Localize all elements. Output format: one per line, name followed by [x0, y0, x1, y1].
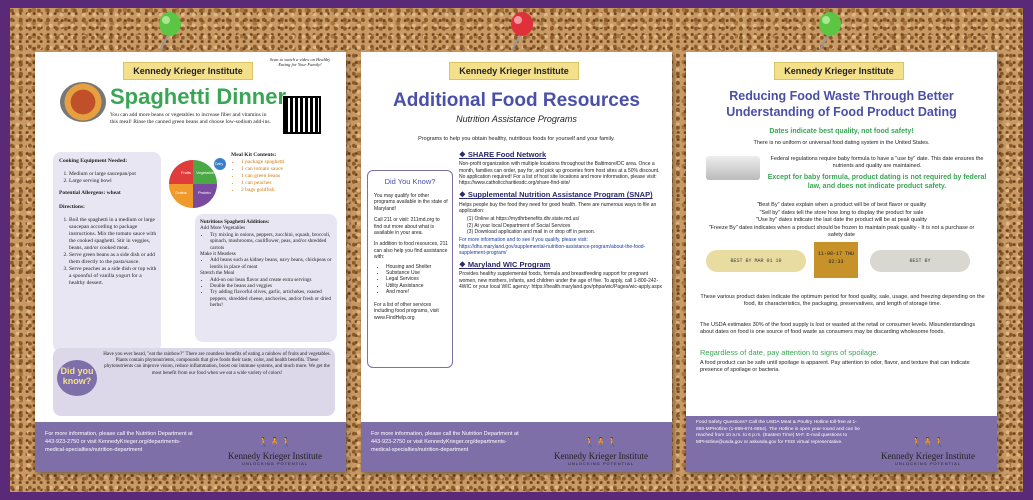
term-best-by: "Best By" dates explain when a product will be of best flavor or quality	[756, 202, 927, 208]
list-item: • 1 can peaches	[241, 180, 335, 187]
page-title: Reducing Food Waste Through Better Understanding of Food Product Dating	[726, 89, 957, 119]
list-item: • Housing and Shelter	[386, 264, 448, 270]
food-resources-flyer	[361, 52, 672, 472]
add-veg-heading: Add More Vegetables	[200, 225, 246, 232]
formula-can-photo	[706, 156, 760, 180]
side-text: You may qualify for other programs available in the state of Maryland!	[374, 193, 448, 212]
date-terms	[706, 202, 977, 240]
usda-text: The USDA estimates 30% of the food supply is lost or wasted at the retail or consumer levels. Misunderstandings about dates on food is one source of food waste as consumers may be discarding wholesome foods.	[700, 322, 976, 335]
page-subtitle: Nutrition Assistance Programs	[456, 114, 577, 124]
list-item: (3) Download application and mail in or drop off in person.	[467, 228, 596, 235]
page-title: Spaghetti Dinner	[110, 84, 287, 109]
rainbow-text: Have you ever heard, "eat the rainbow?" There are countless benefits of eating a rainbow of fruits and vegetables. Plants contain phytonutrients, compounds that give foods their taste, color, and health benefits. These phytonutrients can improve vision, reduce inflammation, boost our immune systems, and much more. We get the most benefit from our food when we eat a wide variety of colors!	[103, 352, 331, 376]
directions-heading: Directions:	[59, 204, 85, 210]
did-you-know-badge: Did you know?	[57, 360, 97, 396]
list-item[interactable]: (1) Online at https://mydhrbenefits.dhr.state.md.us/	[467, 216, 580, 223]
myplate-icon	[163, 152, 227, 212]
list-item: • And more!	[386, 289, 448, 295]
sec-body[interactable]: For more information and to see if you qualify, please visit: https://dhs.maryland.gov/supplemental-nutrition-assistance-program/about-the-food-supplement-program/	[459, 237, 646, 256]
sec-heading: Supplemental Nutrition Assistance Program (SNAP)	[467, 190, 653, 200]
resources-column: ❖ SHARE Food Network Non-profit organization with multiple locations throughout the Baltimore/DC area. Once a month, families can order, pay for, and pick up groceries from host sites at a 50% discount. No application required! For a list of host site locations and more information, please visit: https://www.catholiccharitiesdc.org/share-find-site/ ❖ Supplemental Nutrition Assistance Program (SNAP) Helps people buy the food they need for good health. There are numerous ways to file an application: (1) Online at https://mydhrbenefits.dhr.state.md.us/ (2) At your local Department of Social Services (3) Download application and mail in or drop off in person. For more information and to see if you qualify, please visit: https://dhs.maryland.gov/supplemental-nutrition-assistance-program/about-the-food-supplement-program/ ❖ Maryland WIC Program Provides healthy supplemental foods, formula and breastfeeding support for pregnant women, new mothers, infants, and children under the age of five. To apply, call 1-800-242-4WIC or your local WIC agency: https://health.maryland.gov/phpa/wic/Pages/wic-apply.aspx	[459, 152, 665, 290]
list-item: • Add beans such as kidney beans, navy beans, chickpeas or lentils in place of meat	[210, 257, 334, 270]
stretch-heading: Stretch the Meal	[200, 270, 235, 277]
term-freeze-by: "Freeze By" dates indicates when a product should be frozen to maintain peak quality - It is not a purchase or safety date	[708, 224, 975, 238]
side-text: For a list of other services including food programs, visit www.FindHelp.org	[374, 301, 439, 321]
plate-dairy: Dairy	[215, 162, 224, 166]
qr-code[interactable]	[283, 96, 321, 134]
term-sell-by: "Sell by" dates tell the store how long to display the product for sale	[759, 209, 924, 216]
list-item: 2. Large serving bowl	[69, 178, 159, 185]
food-dating-flyer	[686, 52, 997, 472]
did-you-know-box	[367, 170, 453, 368]
list-item: • 1 can green beans	[241, 173, 335, 180]
various-text: These various product dates indicate the optimum period for food quality, sale, usage, and freezing depending on the food, its characteristics, the packaging, preservatives, and length of storage time.	[700, 294, 985, 307]
spaghetti-photo	[60, 82, 106, 122]
sec-body[interactable]: Provides healthy supplemental foods, formula and breastfeeding support for pregnant women, new mothers, infants, and children under the age of five. To apply, call 1-800-242-4WIC or your local WIC agency: https://health.maryland.gov/phpa/wic/Pages/wic-apply.aspx	[459, 271, 663, 291]
institute-banner: Kennedy Krieger Institute	[774, 62, 904, 80]
date-label-photo: BEST BY MAR 01 19	[706, 250, 806, 272]
list-item: 2. Serve green beans as a side dish or add them directly to the pasta/sauce.	[69, 252, 159, 266]
list-item: • Try adding flavorful olives, garlic, artichokes, roasted peppers, shredded cheese, anchovies, and/or fresh or dried herbs!	[210, 289, 334, 308]
meatless-heading: Make it Meatless	[200, 251, 236, 258]
rainbow-box	[53, 348, 335, 416]
list-item: • 1 can tomato sauce	[241, 166, 335, 173]
intro-text: You can add more beans or vegetables to increase fiber and vitamins in this meal! Rinse the canned green beans and choose low-sodium add-ins.	[110, 112, 271, 125]
list-item: • Add-on our bean flavor and create extra servings	[210, 277, 334, 283]
kennedy-krieger-logo: 🚶🧍🚶 Kennedy Krieger Institute UNLOCKING POTENTIAL	[541, 437, 661, 466]
kit-heading: Meal Kit Contents:	[231, 152, 277, 158]
page-title: Additional Food Resources	[392, 90, 641, 111]
family-figures-icon: 🚶🧍🚶	[584, 437, 618, 447]
kennedy-krieger-logo: 🚶🧍🚶 Kennedy Krieger Institute UNLOCKING POTENTIAL	[868, 437, 988, 466]
side-text: In addition to food resources, 211 can also help you find assistance with:	[374, 241, 448, 261]
date-label-photo: BEST BY	[870, 250, 970, 272]
no-system-note: There is no uniform or universal food dating system in the United States.	[753, 140, 930, 146]
family-figures-icon: 🚶🧍🚶	[911, 437, 945, 447]
kennedy-krieger-logo: 🚶🧍🚶 Kennedy Krieger Institute UNLOCKING POTENTIAL	[215, 437, 335, 466]
list-item: • Legal Services	[386, 276, 448, 282]
allergens: Potential Allergens: wheat	[59, 190, 121, 196]
meal-kit	[231, 152, 335, 194]
footer-text: For more information, please call the Nutrition Department at 443-923-2750 or visit KennedyKrieger.org/departments-medical-specialties/nutrition-department	[45, 431, 193, 453]
list-item: • 1 package spaghetti	[241, 159, 335, 166]
spaghetti-dinner-flyer	[35, 52, 346, 472]
equipment-heading: Cooking Equipment Needed:	[59, 158, 128, 164]
sec-heading: Maryland WIC Program	[467, 260, 551, 270]
quality-note: Dates indicate best quality, not food safety!	[769, 128, 914, 135]
sec-body[interactable]: Non-profit organization with multiple locations throughout the Baltimore/DC area. Once a month, families can order, pay for, and pick up groceries from host sites at a 50% discount. No application required! For a list of host site locations and more information, please visit: https://www.catholiccharitiesdc.org/share-find-site/	[459, 161, 660, 187]
list-item: 1. Medium or large saucepan/pot	[69, 171, 159, 178]
regardless-text: Regardless of date, pay attention to signs of spoilage.	[700, 348, 879, 357]
side-text: Call 211 or visit: 211md.org to find out more about what is available in your area.	[374, 217, 440, 237]
sec-body: Helps people buy the food they need for good health. There are numerous ways to file an application:	[459, 201, 657, 215]
family-figures-icon: 🚶🧍🚶	[258, 437, 292, 447]
list-item: 3. Serve peaches as a side dish or top with a spoonful of vanilla yogurt for a healthy dessert.	[69, 266, 159, 287]
additions-box	[195, 214, 337, 342]
plate-protein: Protein	[198, 190, 211, 195]
institute-banner: Kennedy Krieger Institute	[449, 62, 579, 80]
except-text: Except for baby formula, product dating is not required by federal law, and does not indicate product safety.	[767, 174, 987, 190]
term-use-by: "Use by" dates indicate the last date the product will be at peak quality	[756, 217, 927, 223]
intro-text: Programs to help you obtain healthy, nutritious foods for yourself and your family.	[418, 136, 615, 142]
plate-fruits: Fruits	[181, 170, 191, 175]
institute-banner: Kennedy Krieger Institute	[123, 62, 253, 80]
list-item: • Utility Assistance	[386, 283, 448, 289]
date-label-photo: 11-08-17 THU 02:33	[814, 242, 858, 278]
directions-box	[53, 152, 161, 352]
spoilage-text: A food product can be safe until spoilage is apparent. Pay attention to odor, flavor, and texture that can indicate presence of spoilage or bacteria.	[700, 360, 970, 373]
plate-vegetables: Vegetables	[196, 170, 216, 175]
federal-text: Federal regulations require baby formula to have a "use by" date. This date ensures the nutrients and quality are maintained.	[770, 156, 984, 169]
footer-text: Food Safety Questions? Call the USDA Meat & Poultry Hotline toll-free at 1-888-MPHotline (1-888-674-6854). The Hotline is open year-round and can be reached from 10 a.m. to 6 p.m. (Eastern Time) M-F. E-mail questions to MPHotline@usda.gov or askusda.gov for FSIS virtual representative.	[696, 420, 860, 445]
list-item: • Try mixing in onions, peppers, zucchini, squash, broccoli, spinach, mushrooms, cauliflower, peas, and/or shredded carrots	[210, 232, 334, 251]
list-item: • 2 bags goldfish	[241, 187, 335, 194]
list-item: (2) At your local Department of Social Services	[467, 222, 571, 229]
additions-heading: Nutritious Spaghetti Additions:	[200, 219, 270, 225]
side-heading: Did You Know?	[384, 177, 436, 186]
list-item: 1. Boil the spaghetti in a medium or large saucepan according to package instructions. Mix the tomato sauce with the cooked spaghetti. Stir in veggies, beans, and/or cooked meat.	[69, 217, 159, 252]
list-item: • Substance Use	[386, 270, 448, 276]
footer-text: For more information, please call the Nutrition Department at 443-923-2750 or visit KennedyKrieger.org/departments-medical-specialties/nutrition-department	[371, 431, 519, 453]
scan-note: Scan to watch a video on Healthy Eating for Your Family!	[269, 57, 331, 67]
snap-list	[459, 216, 665, 235]
sec-heading: SHARE Food Network	[467, 150, 547, 159]
plate-grains: Grains	[175, 190, 187, 195]
list-item: • Double the beans and veggies	[210, 283, 334, 289]
